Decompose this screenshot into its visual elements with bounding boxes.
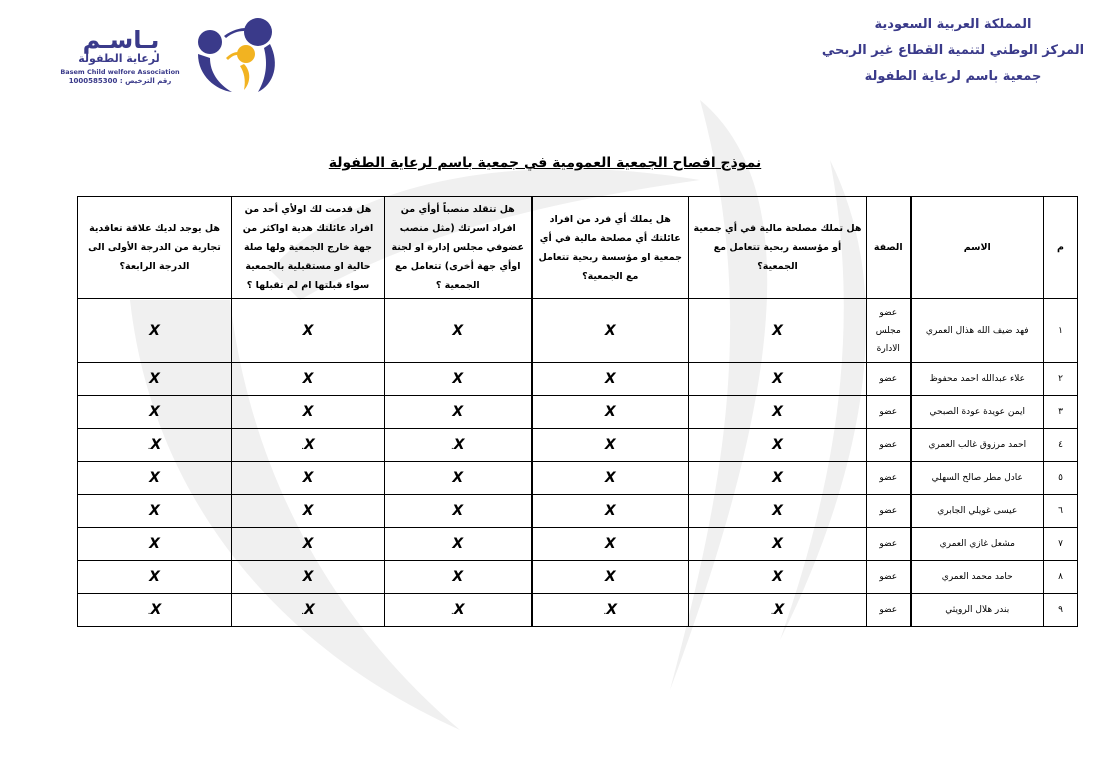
header-q3: هل تتقلد منصباً أوأي من افراد اسرتك (مثل منصب عضوفي مجلس إدارة او لجنة اوأي جهة أخرى) تتعامل مع الجمعية ؟ xyxy=(385,197,532,299)
cross-mark-icon: X xyxy=(452,470,464,486)
header-line-association: جمعية باسم لرعاية الطفولة xyxy=(864,69,1042,84)
answer-cell-q5 xyxy=(78,462,232,495)
cross-mark-icon: X xyxy=(149,536,160,552)
answer-cell-q2 xyxy=(532,495,689,528)
answer-cell-q3 xyxy=(385,528,532,561)
answer-cell-q2 xyxy=(532,528,689,561)
answer-cell-q1 xyxy=(689,495,867,528)
row-index: ٨ xyxy=(1044,561,1078,594)
table-row xyxy=(78,495,1078,528)
row-role: عضو xyxy=(867,396,911,429)
table-row xyxy=(78,594,1078,627)
dot-mark: . xyxy=(603,607,607,617)
answer-cell-q5 xyxy=(78,363,232,396)
answer-cell-q5 xyxy=(78,594,232,627)
row-name: عادل مطر صالح السهلي xyxy=(911,462,1044,495)
answer-cell-q1 xyxy=(689,429,867,462)
cross-mark-icon: X xyxy=(304,437,315,453)
cross-mark-icon: X xyxy=(604,569,616,585)
cross-mark-icon: X xyxy=(604,371,616,387)
cross-mark-icon: X xyxy=(604,322,616,339)
answer-cell-q1 xyxy=(689,462,867,495)
table-row xyxy=(78,462,1078,495)
row-index: ٤ xyxy=(1044,429,1078,462)
cross-mark-icon: X xyxy=(604,404,616,420)
answer-cell-q3 xyxy=(385,429,532,462)
answer-cell-q5 xyxy=(78,429,232,462)
logo-english-name: Basem Child welfore Association xyxy=(60,68,180,76)
cross-mark-icon: X xyxy=(452,503,464,519)
cross-mark-icon: X xyxy=(604,536,616,552)
answer-cell-q2 xyxy=(532,396,689,429)
cross-mark-icon: X xyxy=(302,470,314,486)
logo-license-number: رقم الترخيص : 1000585300 xyxy=(68,77,172,85)
row-name: ايمن عويدة عودة الصبحي xyxy=(911,396,1044,429)
answer-cell-q5 xyxy=(78,495,232,528)
header-index: م xyxy=(1044,197,1078,299)
family-figures-icon xyxy=(188,14,288,94)
answer-cell-q3 xyxy=(385,363,532,396)
answer-cell-q3 xyxy=(385,462,532,495)
cross-mark-icon: X xyxy=(302,503,314,519)
row-name: بندر هلال الرويثي xyxy=(911,594,1044,627)
header-role: الصفة xyxy=(867,197,911,299)
dot-mark: . xyxy=(301,442,305,452)
table-row xyxy=(78,363,1078,396)
row-index: ٧ xyxy=(1044,528,1078,561)
row-role: عضو xyxy=(867,561,911,594)
row-name: مشعل غازي العمري xyxy=(911,528,1044,561)
header-organization-block xyxy=(812,12,1094,98)
answer-cell-q2 xyxy=(532,561,689,594)
table-row xyxy=(78,396,1078,429)
cross-mark-icon: X xyxy=(452,569,464,585)
logo-wordmark: بـاسـم xyxy=(82,26,160,54)
answer-cell-q5 xyxy=(78,299,232,363)
table-header-row xyxy=(78,197,1078,299)
cross-mark-icon: X xyxy=(772,437,783,453)
cross-mark-icon: X xyxy=(304,602,315,618)
answer-cell-q3 xyxy=(385,594,532,627)
cross-mark-icon: X xyxy=(772,536,783,552)
cross-mark-icon: X xyxy=(772,322,783,339)
cross-mark-icon: X xyxy=(606,602,618,618)
answer-cell-q5 xyxy=(78,561,232,594)
row-role: عضو مجلس الادارة xyxy=(867,299,911,363)
header-q4: هل قدمت لك اولأي أحد من افراد عائلتك هدية اواكثر من جهة خارج الجمعية ولها صلة حالية او مستقبلية بالجمعية سواء قبلتها ام لم تقبلها ؟ xyxy=(232,197,385,299)
cross-mark-icon: X xyxy=(772,470,783,486)
row-index: ٢ xyxy=(1044,363,1078,396)
answer-cell-q1 xyxy=(689,396,867,429)
answer-cell-q3 xyxy=(385,299,532,363)
answer-cell-q3 xyxy=(385,396,532,429)
cross-mark-icon: X xyxy=(150,437,162,453)
answer-cell-q2 xyxy=(532,594,689,627)
cross-mark-icon: X xyxy=(149,470,160,486)
answer-cell-q4 xyxy=(232,429,385,462)
document-title: نموذج افصاح الجمعية العمومية في جمعية باسم لرعاية الطفولة xyxy=(328,155,762,171)
answer-cell-q1 xyxy=(689,528,867,561)
row-index: ٦ xyxy=(1044,495,1078,528)
answer-cell-q4 xyxy=(232,462,385,495)
answer-cell-q1 xyxy=(689,594,867,627)
header-q2: هل يملك أي فرد من افراد عائلتك أي مصلحة مالية في أي جمعية او مؤسسة ربحية تتعامل مع الجمعية؟ xyxy=(532,197,689,299)
answer-cell-q2 xyxy=(532,363,689,396)
answer-cell-q3 xyxy=(385,495,532,528)
answer-cell-q4 xyxy=(232,396,385,429)
answer-cell-q4 xyxy=(232,561,385,594)
cross-mark-icon: X xyxy=(452,404,464,420)
header-line-country: المملكة العربية السعودية xyxy=(874,17,1032,32)
table-row xyxy=(78,299,1078,363)
association-logo xyxy=(50,14,290,94)
cross-mark-icon: X xyxy=(604,503,616,519)
cross-mark-icon: X xyxy=(453,437,465,453)
cross-mark-icon: X xyxy=(302,322,314,339)
disclosure-table xyxy=(77,196,1078,627)
dot-mark: . xyxy=(301,607,305,617)
answer-cell-q2 xyxy=(532,299,689,363)
cross-mark-icon: X xyxy=(149,371,160,387)
header-q1: هل تملك مصلحة مالية في أي جمعية أو مؤسسة ربحية تتعامل مع الجمعية؟ xyxy=(689,197,867,299)
dot-mark: . xyxy=(450,607,454,617)
answer-cell-q4 xyxy=(232,495,385,528)
cross-mark-icon: X xyxy=(772,503,783,519)
answer-cell-q4 xyxy=(232,528,385,561)
cross-mark-icon: X xyxy=(302,569,314,585)
row-index: ٥ xyxy=(1044,462,1078,495)
cross-mark-icon: X xyxy=(604,437,616,453)
cross-mark-icon: X xyxy=(452,322,464,339)
row-name: احمد مرزوق غالب العمري xyxy=(911,429,1044,462)
header-q5: هل يوجد لديك علاقة تعاقدية تجارية من الدرجة الأولى الى الدرجة الرابعة؟ xyxy=(78,197,232,299)
row-name: علاء عبدالله احمد محفوظ xyxy=(911,363,1044,396)
row-role: عضو xyxy=(867,495,911,528)
cross-mark-icon: X xyxy=(772,569,783,585)
cross-mark-icon: X xyxy=(453,602,465,618)
row-index: ٩ xyxy=(1044,594,1078,627)
cross-mark-icon: X xyxy=(772,404,783,420)
row-role: عضو xyxy=(867,594,911,627)
answer-cell-q1 xyxy=(689,299,867,363)
cross-mark-icon: X xyxy=(302,371,314,387)
answer-cell-q3 xyxy=(385,561,532,594)
answer-cell-q5 xyxy=(78,528,232,561)
dot-mark: . xyxy=(147,607,151,617)
dot-mark: . xyxy=(450,442,454,452)
cross-mark-icon: X xyxy=(150,602,162,618)
row-name: حامد محمد العمري xyxy=(911,561,1044,594)
answer-cell-q5 xyxy=(78,396,232,429)
answer-cell-q2 xyxy=(532,462,689,495)
answer-cell-q4 xyxy=(232,363,385,396)
dot-mark: . xyxy=(147,442,151,452)
answer-cell-q1 xyxy=(689,561,867,594)
answer-cell-q4 xyxy=(232,594,385,627)
header-line-center: المركز الوطني لتنمية القطاع غير الربحي xyxy=(821,43,1085,58)
cross-mark-icon: X xyxy=(452,371,464,387)
row-role: عضو xyxy=(867,363,911,396)
cross-mark-icon: X xyxy=(149,404,160,420)
cross-mark-icon: X xyxy=(149,322,160,339)
cross-mark-icon: X xyxy=(452,536,464,552)
logo-subtitle: لرعاية الطفولة xyxy=(78,52,160,65)
table-row xyxy=(78,561,1078,594)
answer-cell-q2 xyxy=(532,429,689,462)
cross-mark-icon: X xyxy=(773,602,785,618)
row-role: عضو xyxy=(867,429,911,462)
row-name: عيسى غويلي الجابري xyxy=(911,495,1044,528)
cross-mark-icon: X xyxy=(149,503,160,519)
table-row xyxy=(78,528,1078,561)
answer-cell-q4 xyxy=(232,299,385,363)
row-role: عضو xyxy=(867,462,911,495)
cross-mark-icon: X xyxy=(302,404,314,420)
dot-mark: . xyxy=(770,607,774,617)
cross-mark-icon: X xyxy=(149,569,160,585)
table-row xyxy=(78,429,1078,462)
cross-mark-icon: X xyxy=(604,470,616,486)
cross-mark-icon: X xyxy=(772,371,783,387)
header-name: الاسم xyxy=(911,197,1044,299)
row-index: ٣ xyxy=(1044,396,1078,429)
row-index: ١ xyxy=(1044,299,1078,363)
answer-cell-q1 xyxy=(689,363,867,396)
row-name: فهد ضيف الله هذال العمري xyxy=(911,299,1044,363)
cross-mark-icon: X xyxy=(302,536,314,552)
row-role: عضو xyxy=(867,528,911,561)
